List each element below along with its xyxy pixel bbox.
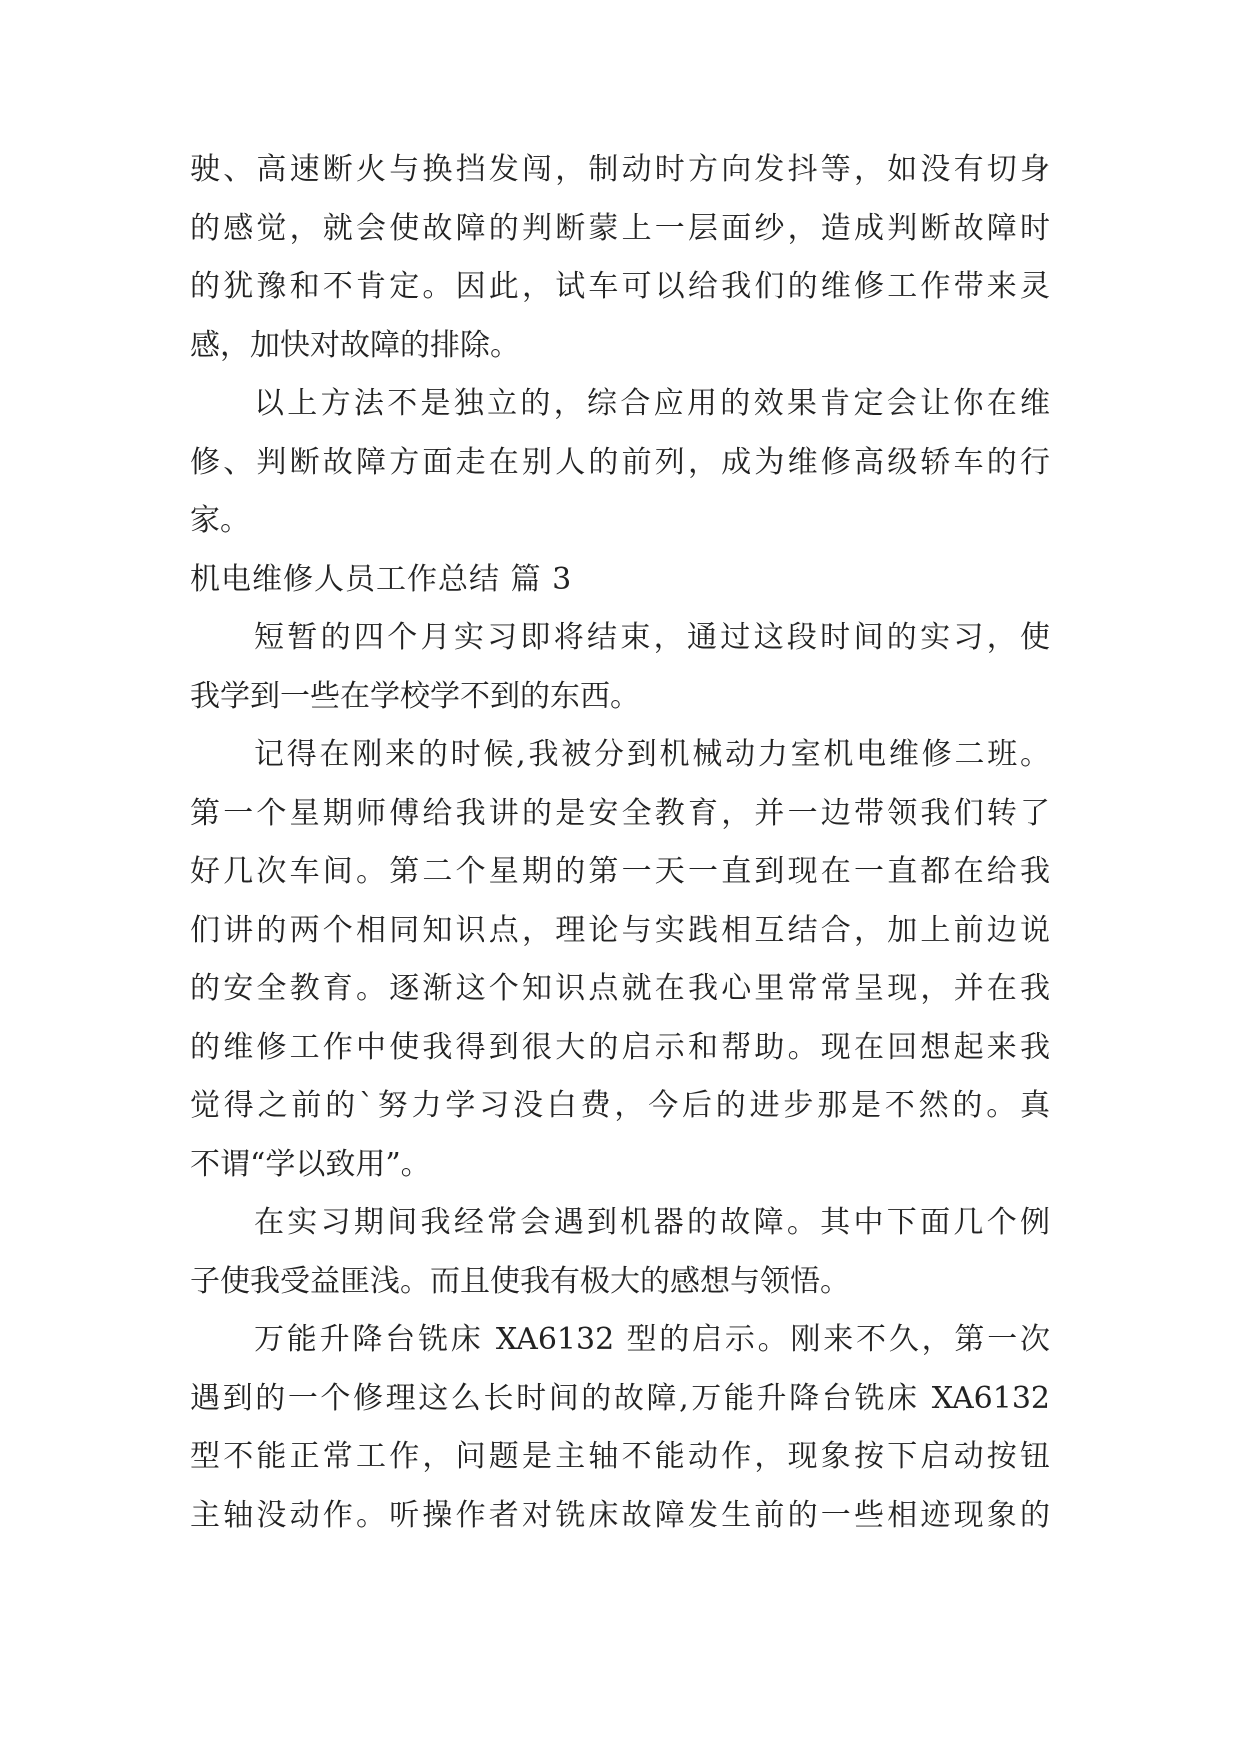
text-line: 在实习期间我经常会遇到机器的故障。其中下面几个例 xyxy=(254,1205,1050,1240)
document-body xyxy=(190,141,1050,1545)
text-line: 以上方法不是独立的，综合应用的效果肯定会让你在维 xyxy=(254,386,1050,421)
paragraph-6 xyxy=(190,1311,1050,1545)
text-line: 的感觉，就会使故障的判断蒙上一层面纱，造成判断故障时 xyxy=(190,210,1050,246)
text-line: 的维修工作中使我得到很大的启示和帮助。现在回想起来我 xyxy=(190,1029,1050,1065)
text-line: 子使我受益匪浅。而且使我有极大的感想与领悟。 xyxy=(190,1263,850,1299)
text-line: 觉得之前的`努力学习没白费，今后的进步那是不然的。真 xyxy=(190,1088,1050,1123)
text-line: 型不能正常工作，问题是主轴不能动作，现象按下启动按钮 xyxy=(190,1439,1050,1474)
paragraph-3 xyxy=(190,609,1050,726)
text-line: 短暂的四个月实习即将结束，通过这段时间的实习，使 xyxy=(254,620,1050,655)
text-line: 们讲的两个相同知识点，理论与实践相互结合，加上前边说 xyxy=(190,912,1050,948)
text-line: 家。 xyxy=(190,503,250,538)
text-line: 驶、高速断火与换挡发闯，制动时方向发抖等，如没有切身 xyxy=(190,152,1050,187)
text-line: 修、判断故障方面走在别人的前列，成为维修高级轿车的行 xyxy=(190,444,1050,480)
text-line: 第一个星期师傅给我讲的是安全教育，并一边带领我们转了 xyxy=(190,795,1050,831)
section-title: 机电维修人员工作总结 篇 3 xyxy=(190,561,573,597)
text-line: 感，加快对故障的排除。 xyxy=(190,327,520,363)
paragraph-5 xyxy=(190,1194,1050,1311)
paragraph-1 xyxy=(190,141,1050,375)
section-heading xyxy=(190,551,1050,610)
text-line: 的犹豫和不肯定。因此，试车可以给我们的维修工作带来灵 xyxy=(190,269,1050,304)
text-line: 万能升降台铣床 XA6132 型的启示。刚来不久，第一次 xyxy=(254,1322,1050,1357)
text-line: 记得在刚来的时候,我被分到机械动力室机电维修二班。 xyxy=(254,737,1050,772)
text-line: 我学到一些在学校学不到的东西。 xyxy=(190,678,640,714)
text-line: 遇到的一个修理这么长时间的故障,万能升降台铣床 XA6132 xyxy=(190,1380,1050,1416)
text-line: 好几次车间。第二个星期的第一天一直到现在一直都在给我 xyxy=(190,854,1050,889)
text-line: 不谓“学以致用”。 xyxy=(190,1146,431,1182)
paragraph-4 xyxy=(190,726,1050,1194)
paragraph-2 xyxy=(190,375,1050,551)
text-line: 的安全教育。逐渐这个知识点就在我心里常常呈现，并在我 xyxy=(190,971,1050,1006)
text-line: 主轴没动作。听操作者对铣床故障发生前的一些相迹现象的 xyxy=(190,1497,1050,1533)
